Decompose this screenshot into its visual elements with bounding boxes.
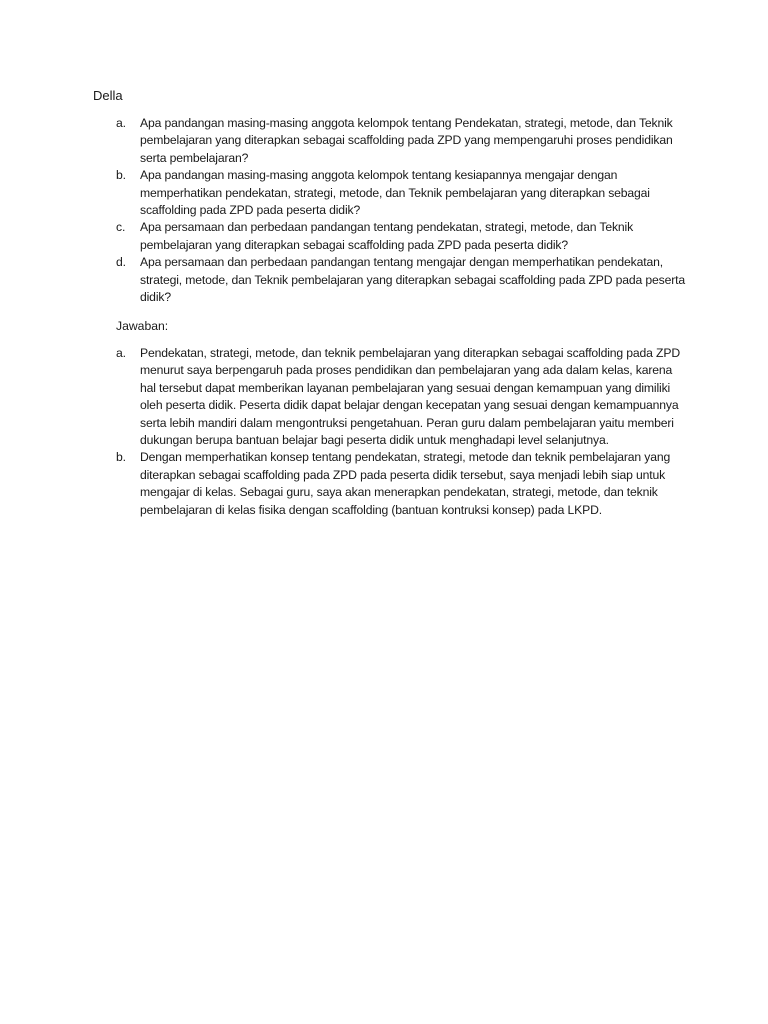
list-marker: a. [116, 116, 126, 130]
question-text: Apa pandangan masing-masing anggota kelompok tentang Pendekatan, strategi, metode, dan Teknik pembelajaran yang diterapkan sebagai scaffolding pada ZPD yang mempengaruhi proses pendidikan serta pembelajaran? [140, 116, 673, 165]
list-marker: c. [116, 220, 126, 235]
question-item [116, 167, 686, 219]
list-marker: b. [116, 168, 126, 183]
question-item [116, 219, 686, 254]
answer-list [116, 345, 686, 519]
question-text: Apa persamaan dan perbedaan pandangan tentang pendekatan, strategi, metode, dan Teknik pembelajaran yang diterapkan sebagai scaffolding pada ZPD pada peserta didik? [140, 220, 634, 252]
answer-item [116, 449, 686, 519]
list-marker: d. [116, 255, 126, 270]
answer-text: Dengan memperhatikan konsep tentang pendekatan, strategi, metode dan teknik pembelajaran yang diterapkan sebagai scaffolding pada ZPD pada peserta didik tersebut, saya menjadi lebih siap untuk mengajar di kelas. Sebagai guru, saya akan menerapkan pendekatan, strategi, metode, dan teknik pembelajaran di kelas fisika dengan scaffolding (bantuan kontruksi konsep) pada LKPD. [140, 450, 671, 517]
question-text: Apa pandangan masing-masing anggota kelompok tentang kesiapannya mengajar dengan memperhatikan pendekatan, strategi, metode, dan Teknik pembelajaran yang diterapkan sebagai scaffolding pada ZPD pada peserta didik? [140, 168, 650, 218]
answers-heading: Jawaban: [116, 319, 169, 333]
author-name: Della [93, 88, 123, 103]
question-item [116, 254, 686, 306]
list-marker: a. [116, 346, 126, 360]
question-list [116, 115, 686, 306]
question-text: Apa persamaan dan perbedaan pandangan tentang mengajar dengan memperhatikan pendekatan, strategi, metode, dan Teknik pembelajaran yang diterapkan sebagai scaffolding pada ZPD pada peserta didik? [140, 255, 686, 305]
list-marker: b. [116, 450, 126, 465]
answer-text: Pendekatan, strategi, metode, dan teknik pembelajaran yang diterapkan sebagai scaffolding pada ZPD menurut saya berpengaruh pada proses pendidikan dan pembelajaran yang ada dalam kelas, karena hal tersebut dapat memberikan layanan pembelajaran yang sesuai dengan kemampuan yang dimiliki oleh peserta didik. Peserta didik dapat belajar dengan kecepatan yang sesuai dengan kemampuannya serta lebih mandiri dalam mengontruksi pengetahuan. Peran guru dalam pembelajaran yaitu memberi dukungan berupa bantuan belajar bagi peserta didik untuk menghadapi level selanjutnya. [140, 346, 680, 448]
question-item [116, 115, 686, 167]
answer-item [116, 345, 686, 449]
